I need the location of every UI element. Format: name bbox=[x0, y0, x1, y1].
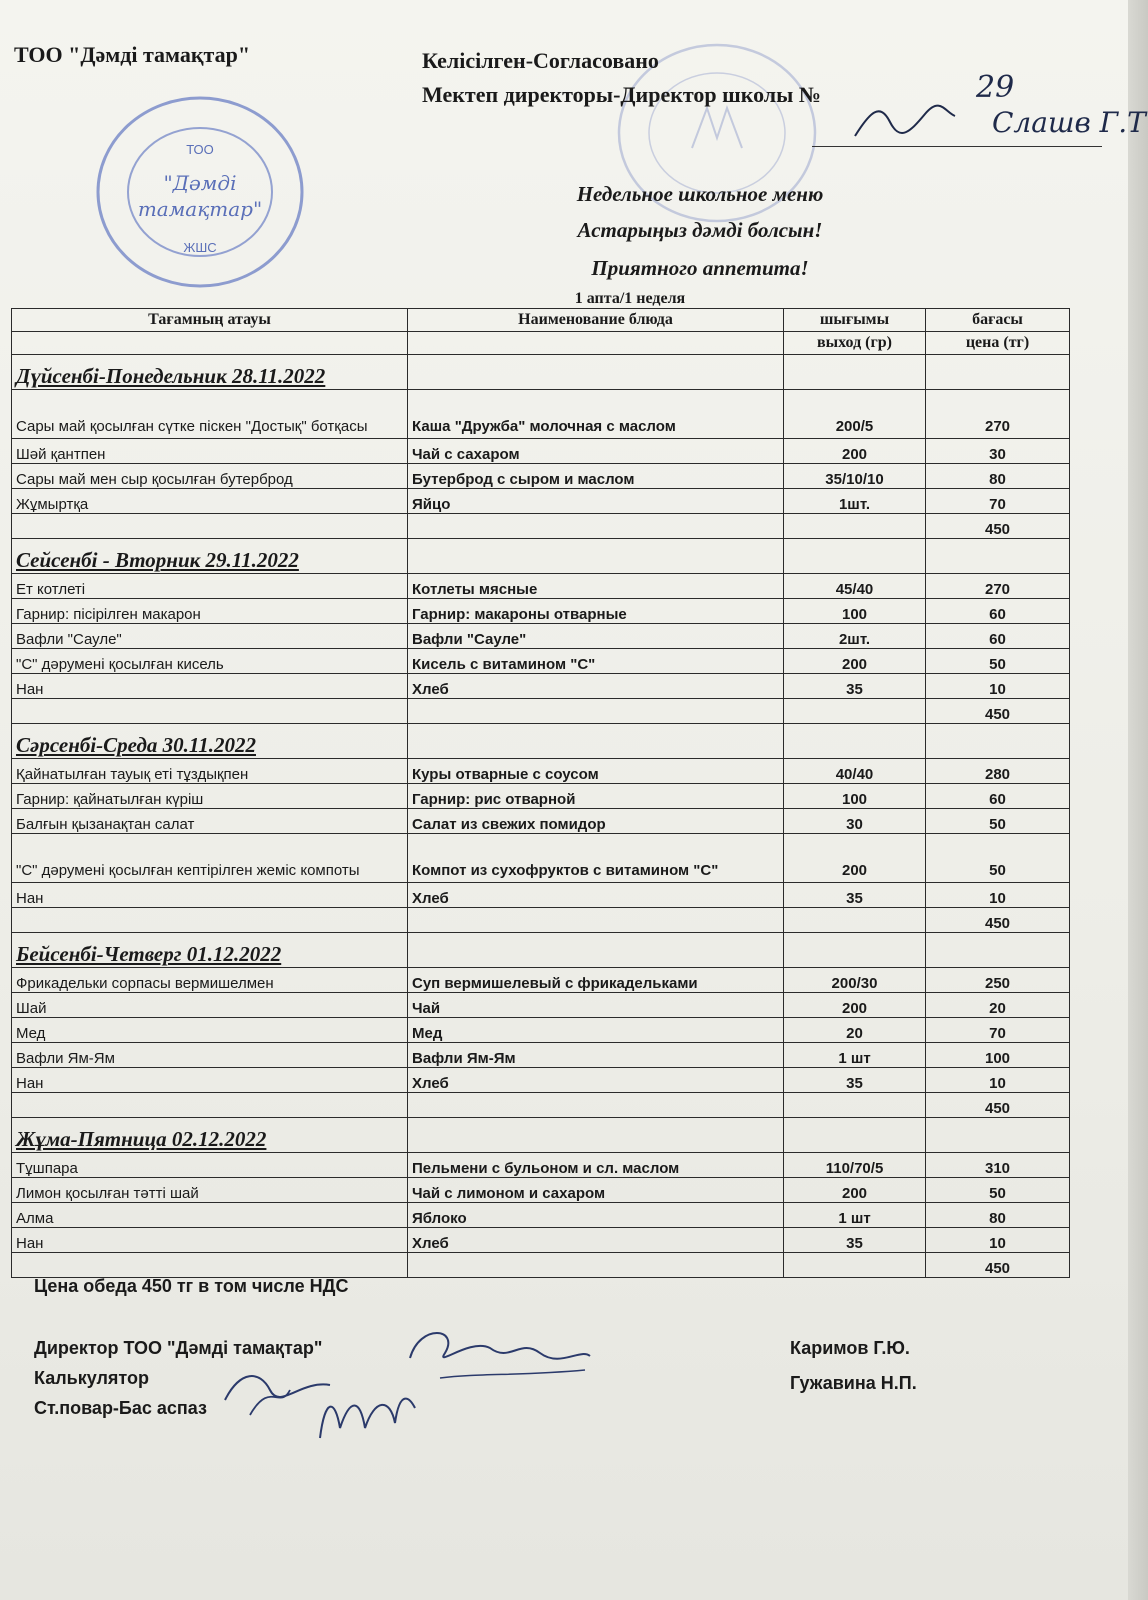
approval-block bbox=[422, 44, 821, 112]
dish-price: 280 bbox=[926, 759, 1070, 784]
empty-cell bbox=[784, 1118, 926, 1153]
dish-name-kz: Нан bbox=[12, 1068, 408, 1093]
empty-cell bbox=[408, 514, 784, 539]
paper-edge bbox=[1128, 0, 1148, 1600]
director-signature: Слашв Г.Т bbox=[992, 106, 1146, 139]
dish-name-kz: Мед bbox=[12, 1018, 408, 1043]
table-header-row-2 bbox=[12, 332, 1070, 355]
table-row bbox=[12, 968, 1070, 993]
day-title: Сейсенбі - Вторник 29.11.2022 bbox=[16, 548, 299, 572]
dish-yield: 35 bbox=[784, 883, 926, 908]
empty-cell bbox=[12, 1093, 408, 1118]
empty-cell bbox=[408, 933, 784, 968]
dish-yield: 1 шт bbox=[784, 1203, 926, 1228]
kz-wish: Астарыңыз дәмді болсын! bbox=[577, 218, 823, 242]
director-label: Директор ТОО "Дәмді тамақтар" bbox=[34, 1338, 323, 1358]
dish-name-kz: Гарнир: пісірілген макарон bbox=[12, 599, 408, 624]
menu-table bbox=[11, 308, 1070, 1278]
company-name: ТОО "Дәмді тамақтар" bbox=[14, 42, 251, 67]
table-row bbox=[12, 1018, 1070, 1043]
dish-name-ru: Вафли Ям-Ям bbox=[408, 1043, 784, 1068]
day-title-cell bbox=[12, 933, 408, 968]
dish-name-kz: Сары май мен сыр қосылған бутерброд bbox=[12, 464, 408, 489]
table-row bbox=[12, 489, 1070, 514]
day-total-row bbox=[12, 908, 1070, 933]
dish-yield: 35 bbox=[784, 1228, 926, 1253]
dish-name-ru: Хлеб bbox=[408, 674, 784, 699]
dish-price: 250 bbox=[926, 968, 1070, 993]
dish-yield: 35/10/10 bbox=[784, 464, 926, 489]
dish-name-ru: Кисель с витамином "С" bbox=[408, 649, 784, 674]
director-name: Каримов Г.Ю. bbox=[790, 1338, 910, 1358]
day-title-cell bbox=[12, 724, 408, 759]
day-title: Дүйсенбі-Понедельник 28.11.2022 bbox=[16, 364, 326, 388]
approval-director-label: Мектеп директоры-Директор школы № bbox=[422, 82, 821, 107]
dish-name-kz: Гарнир: қайнатылған күріш bbox=[12, 784, 408, 809]
dish-yield: 45/40 bbox=[784, 574, 926, 599]
empty-cell bbox=[12, 1253, 408, 1278]
empty-cell bbox=[784, 724, 926, 759]
dish-price: 10 bbox=[926, 1068, 1070, 1093]
price-note: Цена обеда 450 тг в том числе НДС bbox=[34, 1276, 349, 1296]
dish-yield: 35 bbox=[784, 1068, 926, 1093]
week-label: 1 апта/1 неделя bbox=[574, 290, 686, 307]
dish-price: 20 bbox=[926, 993, 1070, 1018]
day-total-row bbox=[12, 1093, 1070, 1118]
dish-name-kz: Нан bbox=[12, 1228, 408, 1253]
table-row bbox=[12, 390, 1070, 439]
dish-name-kz: "С" дәрумені қосылған кисель bbox=[12, 649, 408, 674]
dish-name-kz: Лимон қосылған тәтті шай bbox=[12, 1178, 408, 1203]
dish-name-ru: Мед bbox=[408, 1018, 784, 1043]
dish-name-ru: Чай bbox=[408, 993, 784, 1018]
day-header-row bbox=[12, 933, 1070, 968]
dish-name-ru: Пельмени с бульоном и сл. маслом bbox=[408, 1153, 784, 1178]
table-row bbox=[12, 674, 1070, 699]
empty-cell bbox=[408, 355, 784, 390]
dish-price: 70 bbox=[926, 1018, 1070, 1043]
dish-price: 70 bbox=[926, 489, 1070, 514]
empty-cell bbox=[784, 1093, 926, 1118]
dish-name-ru: Гарнир: макароны отварные bbox=[408, 599, 784, 624]
dish-name-ru: Чай с лимоном и сахаром bbox=[408, 1178, 784, 1203]
empty-cell bbox=[408, 539, 784, 574]
dish-name-ru: Гарнир: рис отварной bbox=[408, 784, 784, 809]
table-row bbox=[12, 1043, 1070, 1068]
dish-price: 80 bbox=[926, 1203, 1070, 1228]
dish-name-ru: Чай с сахаром bbox=[408, 439, 784, 464]
empty-cell bbox=[12, 699, 408, 724]
dish-yield: 200/30 bbox=[784, 968, 926, 993]
day-title-cell bbox=[12, 539, 408, 574]
empty-cell bbox=[408, 724, 784, 759]
dish-yield: 200 bbox=[784, 993, 926, 1018]
table-row bbox=[12, 439, 1070, 464]
dish-name-ru: Каша "Дружба" молочная с маслом bbox=[408, 390, 784, 439]
table-row bbox=[12, 464, 1070, 489]
empty-cell bbox=[408, 1118, 784, 1153]
empty-cell bbox=[784, 1253, 926, 1278]
day-title: Сәрсенбі-Среда 30.11.2022 bbox=[16, 733, 256, 757]
dish-name-kz: Қайнатылған тауық еті тұздықпен bbox=[12, 759, 408, 784]
dish-yield: 100 bbox=[784, 599, 926, 624]
stamp-name-line1: "Дәмді bbox=[163, 171, 237, 195]
dish-name-kz: Шай bbox=[12, 993, 408, 1018]
company-stamp bbox=[94, 92, 310, 292]
day-total: 450 bbox=[926, 1093, 1070, 1118]
table-row bbox=[12, 1228, 1070, 1253]
dish-name-kz: Нан bbox=[12, 883, 408, 908]
chef-signature-ink bbox=[310, 1378, 420, 1448]
day-header-row bbox=[12, 539, 1070, 574]
day-header-row bbox=[12, 724, 1070, 759]
header-ru-name: Наименование блюда bbox=[408, 309, 784, 332]
table-row bbox=[12, 574, 1070, 599]
table-row bbox=[12, 809, 1070, 834]
dish-yield: 20 bbox=[784, 1018, 926, 1043]
dish-yield: 200 bbox=[784, 1178, 926, 1203]
dish-name-kz: Нан bbox=[12, 674, 408, 699]
header-yield-ru: выход (гр) bbox=[784, 332, 926, 355]
school-number: 29 bbox=[976, 70, 1015, 105]
dish-name-ru: Вафли "Сауле" bbox=[408, 624, 784, 649]
dish-name-ru: Бутерброд с сыром и маслом bbox=[408, 464, 784, 489]
empty-cell bbox=[784, 539, 926, 574]
dish-yield: 30 bbox=[784, 809, 926, 834]
chef-label: Ст.повар-Бас аспаз bbox=[34, 1398, 207, 1418]
dish-name-kz: "С" дәрумені қосылған кептірілген жеміс компоты bbox=[12, 834, 408, 883]
dish-price: 10 bbox=[926, 883, 1070, 908]
calculator-name: Гужавина Н.П. bbox=[790, 1373, 917, 1393]
empty-cell bbox=[926, 539, 1070, 574]
handwritten-signature-mark bbox=[850, 92, 960, 142]
dish-price: 10 bbox=[926, 674, 1070, 699]
dish-yield: 1 шт bbox=[784, 1043, 926, 1068]
table-row bbox=[12, 784, 1070, 809]
header-empty-2 bbox=[408, 332, 784, 355]
dish-price: 270 bbox=[926, 574, 1070, 599]
table-row bbox=[12, 759, 1070, 784]
day-total: 450 bbox=[926, 908, 1070, 933]
day-title: Бейсенбі-Четверг 01.12.2022 bbox=[16, 942, 282, 966]
empty-cell bbox=[784, 514, 926, 539]
day-title-cell bbox=[12, 355, 408, 390]
calculator-label: Калькулятор bbox=[34, 1368, 150, 1388]
dish-price: 60 bbox=[926, 599, 1070, 624]
stamp-name-line2: тамақтар" bbox=[137, 197, 263, 221]
dish-price: 60 bbox=[926, 624, 1070, 649]
day-title: Жұма-Пятница 02.12.2022 bbox=[16, 1127, 267, 1151]
dish-yield: 40/40 bbox=[784, 759, 926, 784]
table-row bbox=[12, 834, 1070, 883]
table-row bbox=[12, 1178, 1070, 1203]
dish-yield: 2шт. bbox=[784, 624, 926, 649]
dish-name-kz: Тұшпара bbox=[12, 1153, 408, 1178]
dish-price: 270 bbox=[926, 390, 1070, 439]
dish-yield: 1шт. bbox=[784, 489, 926, 514]
day-header-row bbox=[12, 355, 1070, 390]
dish-yield: 200 bbox=[784, 649, 926, 674]
dish-price: 310 bbox=[926, 1153, 1070, 1178]
dish-name-ru: Яблоко bbox=[408, 1203, 784, 1228]
header-empty-1 bbox=[12, 332, 408, 355]
dish-price: 50 bbox=[926, 1178, 1070, 1203]
header-price-kz: бағасы bbox=[926, 309, 1070, 332]
empty-cell bbox=[784, 355, 926, 390]
dish-price: 50 bbox=[926, 649, 1070, 674]
table-row bbox=[12, 993, 1070, 1018]
dish-price: 50 bbox=[926, 834, 1070, 883]
dish-yield: 110/70/5 bbox=[784, 1153, 926, 1178]
day-total-row bbox=[12, 699, 1070, 724]
header-kz-name: Тағамның атауы bbox=[12, 309, 408, 332]
day-total: 450 bbox=[926, 1253, 1070, 1278]
day-total-row bbox=[12, 1253, 1070, 1278]
dish-name-ru: Хлеб bbox=[408, 1068, 784, 1093]
empty-cell bbox=[926, 724, 1070, 759]
approval-title: Келісілген-Согласовано bbox=[422, 48, 659, 73]
empty-cell bbox=[12, 514, 408, 539]
dish-name-kz: Шәй қантпен bbox=[12, 439, 408, 464]
empty-cell bbox=[408, 908, 784, 933]
dish-name-ru: Салат из свежих помидор bbox=[408, 809, 784, 834]
dish-yield: 200 bbox=[784, 439, 926, 464]
dish-name-kz: Балғын қызанақтан салат bbox=[12, 809, 408, 834]
dish-price: 100 bbox=[926, 1043, 1070, 1068]
empty-cell bbox=[784, 908, 926, 933]
day-total: 450 bbox=[926, 699, 1070, 724]
table-row bbox=[12, 883, 1070, 908]
empty-cell bbox=[784, 933, 926, 968]
dish-price: 30 bbox=[926, 439, 1070, 464]
weekly-menu-title: Недельное школьное меню bbox=[576, 182, 824, 206]
empty-cell bbox=[926, 933, 1070, 968]
dish-name-ru: Котлеты мясные bbox=[408, 574, 784, 599]
header-yield-kz: шығымы bbox=[784, 309, 926, 332]
dish-yield: 200/5 bbox=[784, 390, 926, 439]
empty-cell bbox=[408, 699, 784, 724]
dish-name-ru: Хлеб bbox=[408, 1228, 784, 1253]
dish-name-kz: Жұмыртқа bbox=[12, 489, 408, 514]
header-price-ru: цена (тг) bbox=[926, 332, 1070, 355]
day-title-cell bbox=[12, 1118, 408, 1153]
ru-wish: Приятного аппетита! bbox=[591, 256, 809, 280]
dish-name-ru: Куры отварные с соусом bbox=[408, 759, 784, 784]
empty-cell bbox=[408, 1253, 784, 1278]
table-row bbox=[12, 1153, 1070, 1178]
table-row bbox=[12, 624, 1070, 649]
signature-line bbox=[812, 146, 1102, 147]
stamp-top-label: ТОО bbox=[186, 142, 214, 157]
dish-yield: 100 bbox=[784, 784, 926, 809]
dish-price: 10 bbox=[926, 1228, 1070, 1253]
table-row bbox=[12, 1068, 1070, 1093]
dish-name-ru: Суп вермишелевый с фрикадельками bbox=[408, 968, 784, 993]
table-row bbox=[12, 599, 1070, 624]
dish-name-kz: Фрикадельки сорпасы вермишелмен bbox=[12, 968, 408, 993]
day-total: 450 bbox=[926, 514, 1070, 539]
day-total-row bbox=[12, 514, 1070, 539]
empty-cell bbox=[784, 699, 926, 724]
empty-cell bbox=[926, 355, 1070, 390]
dish-name-kz: Алма bbox=[12, 1203, 408, 1228]
dish-name-ru: Хлеб bbox=[408, 883, 784, 908]
table-row bbox=[12, 1203, 1070, 1228]
empty-cell bbox=[12, 908, 408, 933]
dish-name-kz: Вафли "Сауле" bbox=[12, 624, 408, 649]
dish-name-kz: Вафли Ям-Ям bbox=[12, 1043, 408, 1068]
dish-name-kz: Сары май қосылған сүтке піскен "Достық" ботқасы bbox=[12, 390, 408, 439]
table-row bbox=[12, 649, 1070, 674]
dish-yield: 35 bbox=[784, 674, 926, 699]
empty-cell bbox=[408, 1093, 784, 1118]
dish-name-ru: Компот из сухофруктов с витамином "С" bbox=[408, 834, 784, 883]
dish-price: 60 bbox=[926, 784, 1070, 809]
dish-price: 50 bbox=[926, 809, 1070, 834]
dish-name-kz: Ет котлеті bbox=[12, 574, 408, 599]
stamp-bottom-label: ЖШС bbox=[183, 240, 217, 255]
empty-cell bbox=[926, 1118, 1070, 1153]
director-signature-ink bbox=[400, 1318, 600, 1398]
dish-name-ru: Яйцо bbox=[408, 489, 784, 514]
dish-yield: 200 bbox=[784, 834, 926, 883]
dish-price: 80 bbox=[926, 464, 1070, 489]
day-header-row bbox=[12, 1118, 1070, 1153]
table-header-row bbox=[12, 309, 1070, 332]
